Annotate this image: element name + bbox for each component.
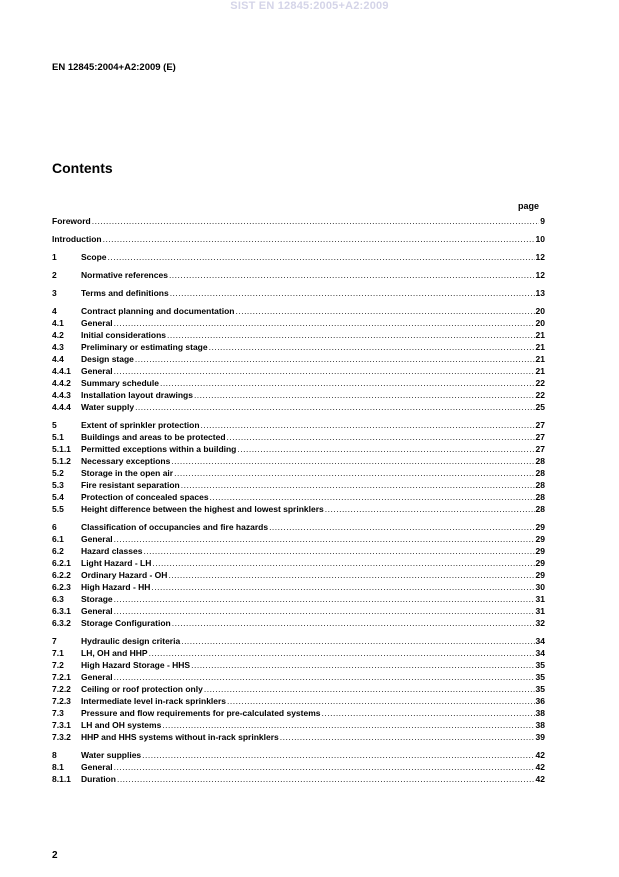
toc-entry-title: Pressure and flow requirements for pre-calculated systems — [81, 708, 321, 718]
toc-entry[interactable] — [52, 419, 545, 431]
toc-entry[interactable] — [52, 569, 545, 581]
toc-leader-dots — [280, 731, 535, 743]
toc-entry-number: 4.3 — [52, 342, 64, 352]
toc-entry-page: 10 — [535, 234, 545, 244]
toc-entry[interactable] — [52, 761, 545, 773]
toc-entry-number: 5.4 — [52, 492, 64, 502]
toc-leader-dots — [142, 749, 534, 761]
toc-entry-number: 4 — [52, 306, 57, 316]
toc-entry[interactable] — [52, 719, 545, 731]
toc-entry-number: 4.4.4 — [52, 402, 71, 412]
toc-entry-number: 4.4.1 — [52, 366, 71, 376]
toc-entry-title: Fire resistant separation — [81, 480, 180, 490]
toc-leader-dots — [135, 401, 534, 413]
toc-entry-title: Terms and definitions — [81, 288, 169, 298]
toc-entry[interactable] — [52, 365, 545, 377]
toc-entry-title: Scope — [81, 252, 107, 262]
toc-entry-number: 4.4.3 — [52, 390, 71, 400]
toc-entry-page: 29 — [535, 570, 545, 580]
toc-entry-number: 4.2 — [52, 330, 64, 340]
toc-entry-title: Ceiling or roof protection only — [81, 684, 203, 694]
toc-entry-number: 7.1 — [52, 648, 64, 658]
toc-entry-title: Initial considerations — [81, 330, 167, 340]
toc-entry-number: 8 — [52, 750, 57, 760]
toc-entry-number: 7.2.1 — [52, 672, 71, 682]
toc-entry-number: 6.3 — [52, 594, 64, 604]
toc-entry[interactable] — [52, 503, 545, 515]
toc-entry-title: Height difference between the highest and lowest sprinklers — [81, 504, 324, 514]
toc-entry-page: 27 — [535, 420, 545, 430]
toc-entry-number: 4.4 — [52, 354, 64, 364]
toc-entry-number: 6.2.1 — [52, 558, 71, 568]
toc-entry-title: General — [81, 672, 113, 682]
toc-entry-title: Permitted exceptions within a building — [81, 444, 237, 454]
toc-entry-number: 4.1 — [52, 318, 64, 328]
toc-leader-dots — [114, 533, 535, 545]
toc-entry-number: 5.1.2 — [52, 456, 71, 466]
toc-entry[interactable] — [52, 533, 545, 545]
toc-entry-page: 12 — [535, 270, 545, 280]
toc-leader-dots — [152, 557, 534, 569]
toc-leader-dots — [149, 647, 535, 659]
toc-entry[interactable] — [52, 233, 545, 245]
toc-entry[interactable] — [52, 635, 545, 647]
toc-entry-title: Installation layout drawings — [81, 390, 193, 400]
toc-entry-page: 29 — [535, 546, 545, 556]
toc-entry-title: Design stage — [81, 354, 134, 364]
toc-entry-page: 30 — [535, 582, 545, 592]
toc-leader-dots — [235, 305, 534, 317]
toc-leader-dots — [114, 593, 535, 605]
toc-entry-title: HHP and HHS systems without in-rack sprinklers — [81, 732, 279, 742]
toc-leader-dots — [108, 251, 535, 263]
toc-entry-page: 22 — [535, 390, 545, 400]
toc-leader-dots — [169, 269, 535, 281]
toc-entry-page: 29 — [535, 522, 545, 532]
toc-entry-page: 22 — [535, 378, 545, 388]
toc-entry[interactable] — [52, 731, 545, 743]
toc-entry[interactable] — [52, 581, 545, 593]
toc-entry-title: Extent of sprinkler protection — [81, 420, 200, 430]
toc-entry[interactable] — [52, 341, 545, 353]
toc-entry-number: 5.5 — [52, 504, 64, 514]
toc-entry-title: Necessary exceptions — [81, 456, 171, 466]
toc-entry-title: Protection of concealed spaces — [81, 492, 209, 502]
toc-leader-dots — [227, 431, 535, 443]
toc-leader-dots — [174, 467, 534, 479]
toc-entry-page: 42 — [535, 762, 545, 772]
toc-leader-dots — [204, 683, 535, 695]
document-id-header: EN 12845:2004+A2:2009 (E) — [52, 62, 176, 73]
toc-entry[interactable] — [52, 671, 545, 683]
toc-leader-dots — [170, 287, 535, 299]
toc-entry-number: 8.1.1 — [52, 774, 71, 784]
toc-entry[interactable] — [52, 695, 545, 707]
toc-leader-dots — [269, 521, 534, 533]
toc-entry[interactable] — [52, 455, 545, 467]
toc-entry-number: 7.3.1 — [52, 720, 71, 730]
toc-entry-title: LH and OH systems — [81, 720, 162, 730]
toc-leader-dots — [325, 503, 535, 515]
toc-leader-dots — [117, 773, 535, 785]
toc-entry-page: 34 — [535, 636, 545, 646]
toc-entry-title: Storage — [81, 594, 113, 604]
toc-entry-page: 28 — [535, 480, 545, 490]
toc-leader-dots — [135, 353, 535, 365]
toc-entry-title: Contract planning and documentation — [81, 306, 235, 316]
toc-entry-page: 35 — [535, 684, 545, 694]
toc-entry-page: 27 — [535, 444, 545, 454]
toc-entry-number: 7 — [52, 636, 57, 646]
toc-entry-page: 31 — [535, 606, 545, 616]
toc-entry-number: 6.3.1 — [52, 606, 71, 616]
toc-leader-dots — [172, 617, 535, 629]
toc-leader-dots — [194, 389, 535, 401]
toc-entry-page: 36 — [535, 696, 545, 706]
toc-entry[interactable] — [52, 479, 545, 491]
toc-leader-dots — [201, 419, 535, 431]
toc-entry-title: General — [81, 366, 113, 376]
toc-leader-dots — [191, 659, 534, 671]
toc-entry-page: 21 — [535, 330, 545, 340]
toc-entry[interactable] — [52, 269, 545, 281]
toc-entry-title: LH, OH and HHP — [81, 648, 148, 658]
toc-entry-page: 42 — [535, 750, 545, 760]
toc-entry-number: 6.2 — [52, 546, 64, 556]
toc-leader-dots — [181, 635, 534, 647]
toc-entry[interactable] — [52, 317, 545, 329]
toc-entry[interactable] — [52, 647, 545, 659]
toc-leader-dots — [322, 707, 535, 719]
toc-entry-number: 4.4.2 — [52, 378, 71, 388]
toc-entry-title: Intermediate level in-rack sprinklers — [81, 696, 227, 706]
toc-leader-dots — [114, 761, 535, 773]
toc-entry[interactable] — [52, 545, 545, 557]
toc-entry-number: 5.1.1 — [52, 444, 71, 454]
toc-entry-page: 21 — [535, 354, 545, 364]
toc-entry-title: Water supply — [81, 402, 135, 412]
toc-entry-page: 9 — [540, 216, 545, 226]
toc-entry-page: 21 — [535, 342, 545, 352]
toc-entry-title: Buildings and areas to be protected — [81, 432, 226, 442]
toc-entry-title: Hydraulic design criteria — [81, 636, 181, 646]
toc-entry[interactable] — [52, 251, 545, 263]
toc-leader-dots — [237, 443, 534, 455]
toc-leader-dots — [92, 215, 540, 227]
toc-entry-page: 34 — [535, 648, 545, 658]
toc-entry-number: 3 — [52, 288, 57, 298]
toc-entry-number: 6.1 — [52, 534, 64, 544]
toc-leader-dots — [181, 479, 535, 491]
toc-entry-number: 7.2.3 — [52, 696, 71, 706]
toc-entry-title: Preliminary or estimating stage — [81, 342, 208, 352]
toc-entry-title: Normative references — [81, 270, 168, 280]
toc-entry-number: 7.3.2 — [52, 732, 71, 742]
toc-entry-page: 42 — [535, 774, 545, 784]
toc-leader-dots — [114, 365, 535, 377]
toc-entry-number: 1 — [52, 252, 57, 262]
toc-entry-title: High Hazard Storage - HHS — [81, 660, 191, 670]
toc-entry-title: General — [81, 318, 113, 328]
toc-entry-page: 28 — [535, 456, 545, 466]
toc-entry-number: 7.2.2 — [52, 684, 71, 694]
toc-entry-title: Classification of occupancies and fire hazards — [81, 522, 269, 532]
toc-entry-page: 32 — [535, 618, 545, 628]
toc-entry-page: 38 — [535, 720, 545, 730]
toc-entry[interactable] — [52, 521, 545, 533]
table-of-contents — [52, 215, 545, 785]
toc-entry-title: Introduction — [52, 234, 102, 244]
toc-leader-dots — [151, 581, 534, 593]
toc-entry-title: Duration — [81, 774, 116, 784]
toc-entry[interactable] — [52, 389, 545, 401]
toc-entry-number: 6.3.2 — [52, 618, 71, 628]
toc-entry[interactable] — [52, 287, 545, 299]
toc-entry-number: 2 — [52, 270, 57, 280]
toc-entry-page: 35 — [535, 660, 545, 670]
toc-entry-page: 21 — [535, 366, 545, 376]
page-title: Contents — [52, 160, 113, 176]
toc-entry-number: 5.1 — [52, 432, 64, 442]
toc-entry-page: 28 — [535, 468, 545, 478]
toc-entry[interactable] — [52, 467, 545, 479]
toc-entry[interactable] — [52, 353, 545, 365]
toc-entry-page: 20 — [535, 306, 545, 316]
toc-entry[interactable] — [52, 431, 545, 443]
toc-entry-number: 6 — [52, 522, 57, 532]
toc-entry-title: Summary schedule — [81, 378, 159, 388]
toc-leader-dots — [171, 455, 534, 467]
toc-entry-title: Hazard classes — [81, 546, 143, 556]
toc-entry-title: Foreword — [52, 216, 91, 226]
toc-entry-title: General — [81, 606, 113, 616]
toc-entry[interactable] — [52, 329, 545, 341]
toc-entry-title: Ordinary Hazard - OH — [81, 570, 168, 580]
toc-entry-page: 25 — [535, 402, 545, 412]
toc-entry-number: 5.3 — [52, 480, 64, 490]
toc-leader-dots — [167, 329, 535, 341]
toc-leader-dots — [162, 719, 534, 731]
toc-entry[interactable] — [52, 557, 545, 569]
toc-entry[interactable] — [52, 401, 545, 413]
toc-entry-page: 20 — [535, 318, 545, 328]
page-number: 2 — [52, 850, 58, 861]
toc-entry-page: 31 — [535, 594, 545, 604]
toc-entry[interactable] — [52, 215, 545, 227]
toc-entry[interactable] — [52, 617, 545, 629]
toc-entry[interactable] — [52, 683, 545, 695]
toc-entry-number: 7.2 — [52, 660, 64, 670]
toc-entry-page: 29 — [535, 558, 545, 568]
toc-entry-page: 38 — [535, 708, 545, 718]
toc-entry-title: General — [81, 762, 113, 772]
toc-entry[interactable] — [52, 305, 545, 317]
toc-entry-number: 6.2.2 — [52, 570, 71, 580]
toc-entry-page: 28 — [535, 504, 545, 514]
toc-entry-number: 5.2 — [52, 468, 64, 478]
toc-entry-title: Light Hazard - LH — [81, 558, 152, 568]
toc-leader-dots — [227, 695, 534, 707]
toc-entry[interactable] — [52, 659, 545, 671]
toc-leader-dots — [168, 569, 534, 581]
watermark: SIST EN 12845:2005+A2:2009 — [230, 0, 389, 12]
toc-entry-page: 39 — [535, 732, 545, 742]
toc-entry-page: 12 — [535, 252, 545, 262]
toc-entry-title: Storage in the open air — [81, 468, 174, 478]
toc-leader-dots — [114, 317, 535, 329]
toc-entry-page: 27 — [535, 432, 545, 442]
page-column-label: page — [518, 201, 540, 211]
toc-entry-number: 7.3 — [52, 708, 64, 718]
toc-entry[interactable] — [52, 707, 545, 719]
toc-entry[interactable] — [52, 491, 545, 503]
toc-entry[interactable] — [52, 605, 545, 617]
toc-entry-number: 8.1 — [52, 762, 64, 772]
toc-leader-dots — [114, 605, 535, 617]
toc-entry-page: 35 — [535, 672, 545, 682]
toc-entry[interactable] — [52, 773, 545, 785]
toc-entry-number: 6.2.3 — [52, 582, 71, 592]
toc-entry-number: 5 — [52, 420, 57, 430]
toc-leader-dots — [210, 491, 535, 503]
toc-leader-dots — [114, 671, 535, 683]
toc-entry[interactable] — [52, 593, 545, 605]
toc-entry-page: 13 — [535, 288, 545, 298]
toc-entry-title: High Hazard - HH — [81, 582, 151, 592]
toc-entry[interactable] — [52, 443, 545, 455]
toc-leader-dots — [209, 341, 535, 353]
toc-entry[interactable] — [52, 749, 545, 761]
toc-leader-dots — [160, 377, 535, 389]
toc-entry-page: 28 — [535, 492, 545, 502]
toc-entry-title: General — [81, 534, 113, 544]
toc-entry[interactable] — [52, 377, 545, 389]
toc-entry-title: Water supplies — [81, 750, 142, 760]
toc-leader-dots — [143, 545, 534, 557]
toc-entry-title: Storage Configuration — [81, 618, 171, 628]
toc-leader-dots — [103, 233, 535, 245]
toc-entry-page: 29 — [535, 534, 545, 544]
